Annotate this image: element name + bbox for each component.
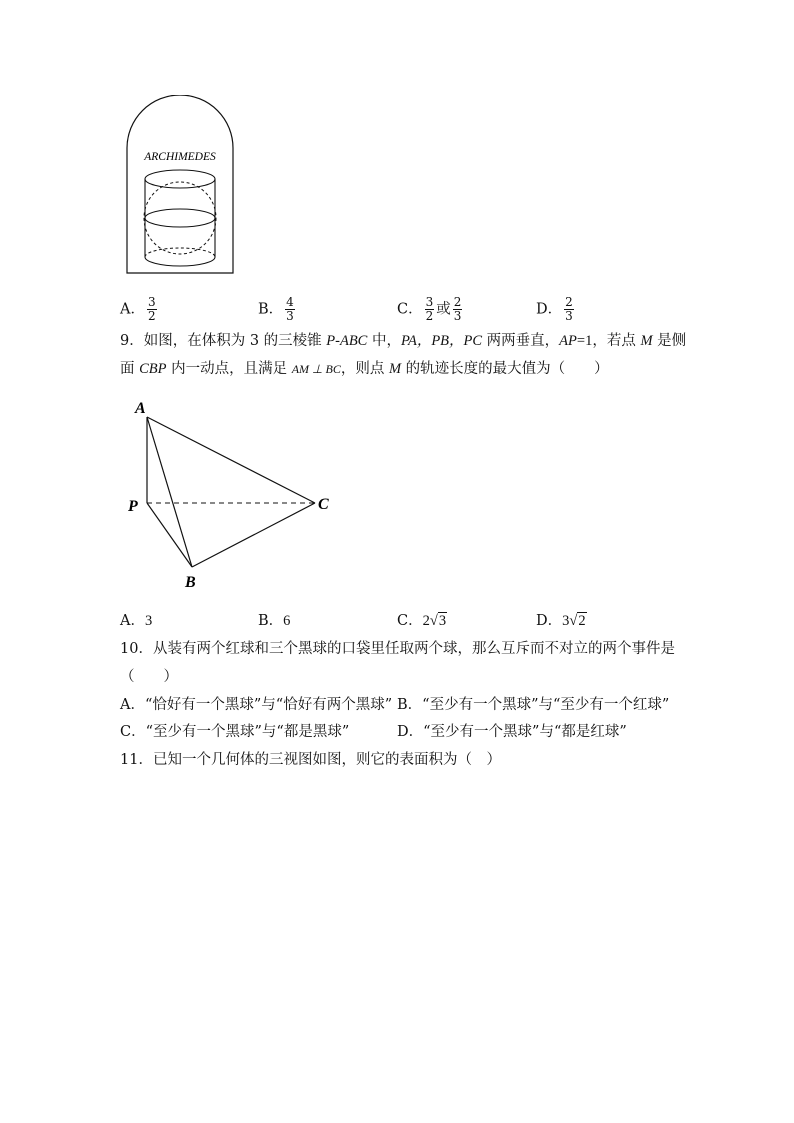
vertex-label-c: C — [318, 496, 329, 513]
tombstone-outline — [127, 95, 233, 273]
fraction: $\frac{4}{3}$ — [286, 295, 294, 323]
edge-bc — [192, 503, 315, 567]
fraction: $\frac{3}{2}$ — [147, 295, 156, 323]
cylinder-bottom-back — [145, 248, 215, 257]
q10-option-d[interactable]: D．“至少有一个黑球”与“都是红球” — [397, 724, 627, 740]
q11-stem: 11．已知一个几何体的三视图如图，则它的表面积为（ ） — [120, 752, 501, 768]
q8-option-c[interactable]: C． $\frac{3}{2}$ 或 $\frac{2}{3}$ — [397, 295, 462, 323]
q9-option-b[interactable]: B．6 — [258, 613, 291, 629]
edge-ac — [147, 417, 315, 503]
cylinder-top-ellipse — [145, 170, 215, 188]
sqrt-expression: √3 — [429, 613, 447, 629]
q8-option-b[interactable]: B． $\frac{4}{3}$ — [258, 295, 294, 323]
q9-option-a[interactable]: A．3 — [120, 613, 153, 629]
inscribed-sphere — [144, 182, 216, 254]
q10-stem: 10．从装有两个红球和三个黑球的口袋里任取两个球，那么互斥而不对立的两个事件是 — [120, 641, 675, 657]
q9-option-d[interactable]: D．3√2 — [536, 613, 586, 629]
q8-option-d[interactable]: D． $\frac{2}{3}$ — [536, 295, 573, 323]
archimedes-tombstone-figure — [120, 95, 240, 280]
fraction: $\frac{3}{2}$ — [425, 295, 434, 323]
fraction: $\frac{2}{3}$ — [565, 295, 573, 323]
edge-pb — [147, 503, 192, 567]
fraction: $\frac{2}{3}$ — [453, 295, 462, 323]
cylinder-bottom-front — [145, 257, 215, 266]
vertex-label-a: A — [135, 400, 146, 417]
q10-option-c[interactable]: C．“至少有一个黑球”与“都是黑球” — [120, 724, 350, 740]
sqrt-expression: √2 — [569, 613, 586, 629]
vertex-label-p: P — [128, 498, 138, 515]
q10-paren: （ ） — [120, 669, 178, 685]
pyramid-figure — [125, 395, 340, 595]
q9-stem-line2: 面 CBP 内一动点，且满足 AM ⊥ BC，则点 M 的轨迹长度的最大值为（ ） — [120, 361, 609, 377]
sphere-equator-back — [145, 209, 215, 218]
archimedes-label: ARCHIMEDES — [144, 151, 216, 163]
q9-stem-line1: 9．如图，在体积为 3 的三棱锥 P-ABC 中，PA，PB，PC 两两垂直，AP=1，若点 M 是侧 — [120, 333, 687, 349]
q10-option-b[interactable]: B．“至少有一个黑球”与“至少有一个红球” — [397, 697, 670, 713]
q8-option-a[interactable]: A． $\frac{3}{2}$ — [120, 295, 156, 323]
q10-option-a[interactable]: A．“恰好有一个黑球”与“恰好有两个黑球” — [120, 697, 393, 713]
q9-option-c[interactable]: C．2√3 — [397, 613, 447, 629]
sphere-equator-front — [145, 218, 215, 227]
edge-ab — [147, 417, 192, 567]
vertex-label-b: B — [185, 574, 196, 591]
